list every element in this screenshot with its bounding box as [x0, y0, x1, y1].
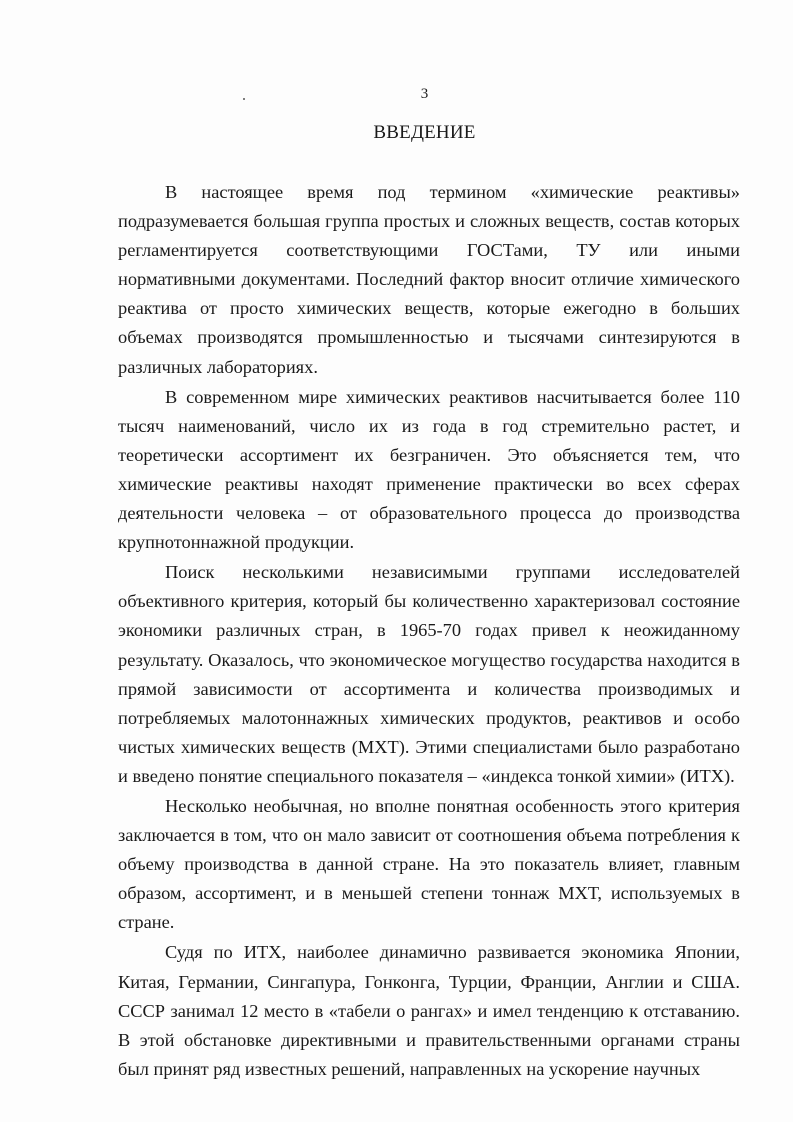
scan-speck — [243, 98, 245, 100]
paragraph-3: Поиск несколькими независимыми группами исследователей объективного критерия, который бы количественно характеризовал состояние экономики различных стран, в 1965-70 годах привел к неожиданному результату. Оказалось, что экономическое могущество государства находится в прямой зависимости от ассортимента и количества производимых и потребляемых малотоннажных химических продуктов, реактивов и особо чистых химических веществ (МХТ). Этими специалистами было разработано и введено понятие специального показателя – «индекса тонкой химии» (ИТХ). — [118, 562, 740, 786]
paragraph-4: Несколько необычная, но вполне понятная особенность этого критерия заключается в том, что он мало зависит от соотношения объема потребления к объему производства в данной стране. На это показатель влияет, главным образом, ассортимент, и в меньшей степени тоннаж МХТ, используемых в стране. — [118, 795, 740, 933]
page-title: ВВЕДЕНИЕ — [373, 122, 476, 143]
paragraph-2: В современном мире химических реактивов насчитывается более 110 тысяч наименований, число их из года в год стремительно растет, и теоретически ассортимент их безграничен. Это объясняется тем, что химические реактивы находят применение практически во всех сферах деятельности человека – от образовательного процесса до производства крупнотоннажной продукции. — [118, 386, 740, 553]
paragraph-1: В настоящее время под термином «химические реактивы» подразумевается большая группа простых и сложных веществ, состав которых регламентируется соответствующими ГОСТами, ТУ или иными нормативными документами. Последний фактор вносит отличие химического реактива от просто химических веществ, которые ежегодно в больших объемах производятся промышленностью и тысячами синтезируются в различных лабораториях. — [118, 182, 740, 377]
paragraph-5: Судя по ИТХ, наиболее динамично развивается экономика Японии, Китая, Германии, Сингапура, Гонконга, Турции, Франции, Англии и США. СССР занимал 12 место в «табели о рангах» и имел тенденцию к отставанию. В этой обстановке директивными и правительственными органами страны был принят ряд известных решений, направленных на ускорение научных — [118, 942, 740, 1079]
page-number: 3 — [420, 86, 429, 102]
body-text — [118, 178, 740, 1085]
